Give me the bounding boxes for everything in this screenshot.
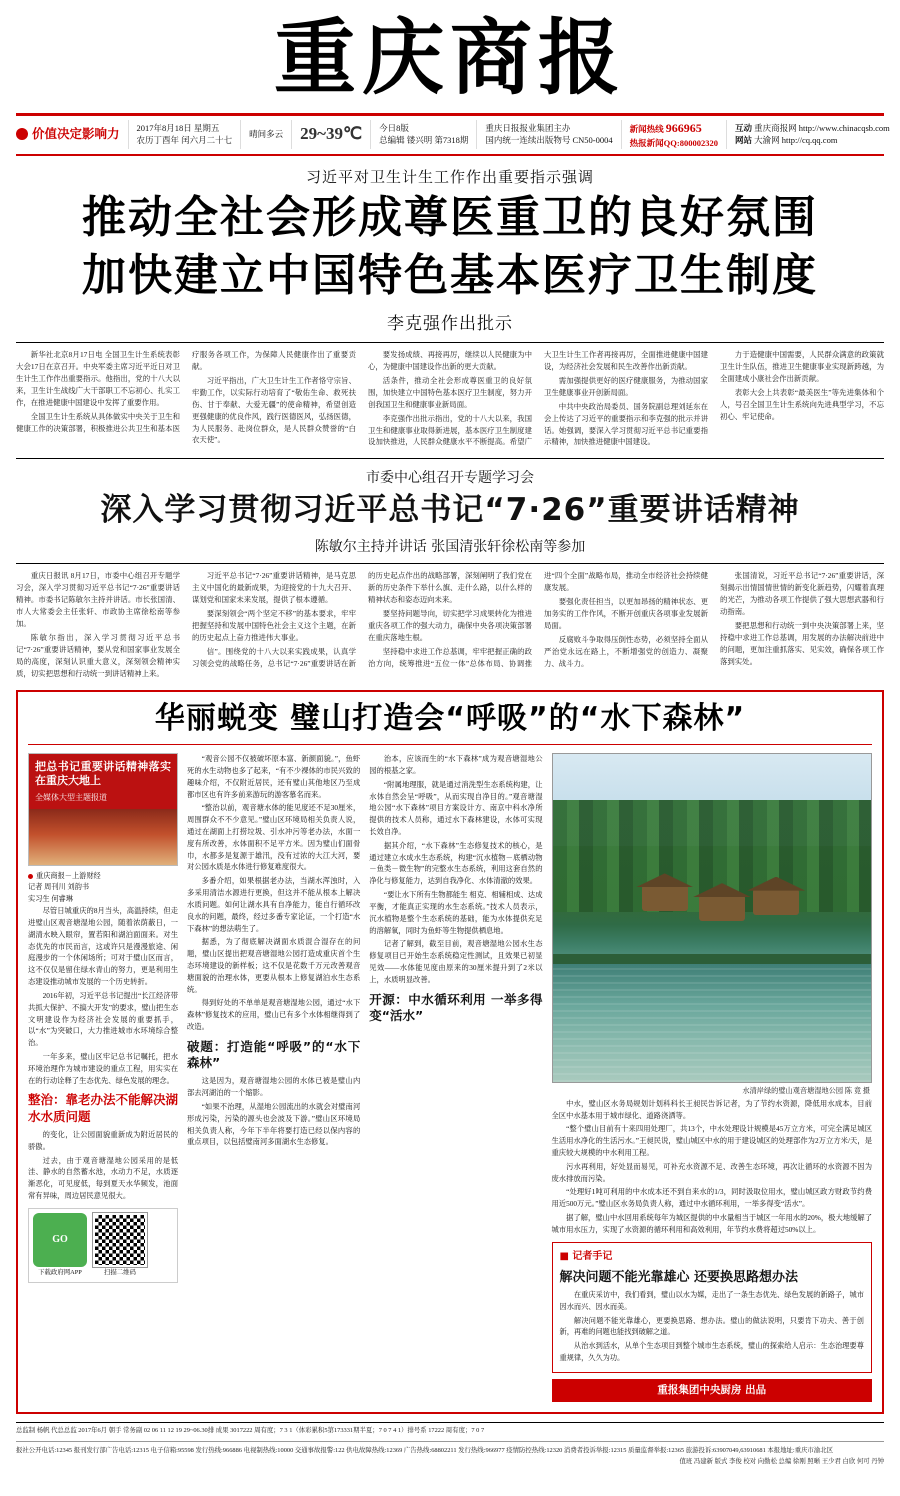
second-paragraph: 信”。围绕党的十八大以来实践成果，认真学习领会党的战略任务，总书记“7·26”重要讲话在新的历史起点作出的战略部署，深刻阐明了我们党在新的历史条件下举什么旗、走什么路，以什么样的精神状态和姿态迈向未来。: [192, 570, 532, 668]
second-subheadline: 陈敏尔主持并讲话 张国清张轩徐松南等参加: [314, 538, 586, 555]
producer-bar: 重报集团中央厨房 出品: [552, 1379, 873, 1402]
lead-kicker: 习近平对卫生计生工作作出重要指示强调: [305, 168, 594, 187]
hotline-qq: 热报新闻QQ:800002320: [629, 137, 718, 148]
masthead: [16, 8, 884, 116]
temperature-value: 29~39℃: [300, 124, 363, 144]
lead-paragraph: 要发扬成绩、再接再厉，继续以人民健康为中心，为健康中国建设作出新的更大贡献。: [368, 349, 532, 371]
feature-paragraph: “如果不治理，从湿地公园流出的水就会对璧南河形成污染，污染的源头也会波及下游。”璧山区环境局相关负责人称，今年下半年将要打造已经以保内容的重点项目，以包括璧南河多面湖水生态修复。: [187, 1101, 361, 1147]
lead-story-header: [16, 166, 884, 333]
app-badge-block[interactable]: [33, 1213, 87, 1278]
feature-subhead-1: 整治：靠老办法不能解决湖水水质问题: [28, 1092, 179, 1124]
feature-article: [16, 690, 884, 1415]
note-paragraph: 在重庆采访中，我们看到，璧山以水为媒，走出了一条生态优先、绿色发展的新路子，城市因水而兴、因水而美。: [559, 1291, 864, 1312]
lead-headline-line-1: 推动全社会形成尊医重卫的良好氛围: [82, 192, 818, 244]
photo-caption: 水清岸绿的璧山观音塘湿地公园 陈 竟 摄: [742, 1087, 870, 1096]
feature-paragraph: 中水，璧山区水务局规划计划科科长王昶民告诉记者，为了节约水资源，降低用水成本，目前全区中水基本用于城市绿化、道路浇洒等。: [551, 1098, 872, 1120]
footer-rule: [16, 1441, 884, 1442]
slogan-dot-icon: [16, 128, 28, 140]
lead-subheadline: 李克强作出批示: [387, 313, 513, 334]
masthead-title: 重庆商报: [273, 10, 626, 106]
feature-subhead-2: 破题：打造能“呼吸”的“水下森林”: [187, 1038, 361, 1071]
feature-paragraph: “整治以前，观音塘水体的能见度还不足30厘米，周围群众不不少意见。”璧山区环境局相关负责人说，通过在湖面上打捞垃圾、引水冲污等老办法，水面一度有所改善，水体面积不足平方米。因为璧山们面骨巾，水都多是复源于雄汛，没有过浓的大江大河，要对公园水质是水体进行修复难度很大。: [187, 803, 361, 872]
qr-code-icon[interactable]: [93, 1213, 147, 1267]
feature-column-4: [552, 753, 873, 1402]
feature-column-3: [369, 753, 542, 1402]
second-paragraph: 坚持稳中求进工作总基调，牢牢把握正确的政治方向，统筹推进“五位一体”总体布局、协调推进“四个全面”战略布局，推动全市经济社会持续健康发展。: [368, 570, 708, 668]
second-paragraph: 要强化责任担当，以更加昂扬的精神状态、更加务实的工作作风，不断开创重庆各项事业发展新局面。: [544, 596, 708, 630]
hotline-label: 新闻热线: [629, 123, 664, 134]
note-tag: ■ 记者手记: [559, 1250, 613, 1262]
lead-paragraph: 中共中央政治局委员、国务院副总理刘延东在会上传达了习近平的重要指示和李克强的批示并讲话。她强调，要深入学习贯彻习近平总书记重要指示精神，加快推进健康中国建设。: [544, 401, 708, 447]
second-paragraph: 要把思想和行动统一到中央决策部署上来，坚持稳中求进工作总基调，用发展的办法解决前进中的问题，更加注重抓落实、见实效，确保各项工作落到实处。: [720, 620, 884, 666]
lead-paragraph: 活条件，推动全社会形成尊医重卫的良好氛围，加快建立中国特色基本医疗卫生制度，努力开创我国卫生和健康事业新局面。: [368, 375, 532, 409]
feature-paragraph: 多番介绍，如果根据老办法，当湖水浑浊时，入多采用清洁水源进行更换，但这并不能从根本上解决水质问题。如何让湖水具有自净能力，能自行循环改良水的问题，最终，经过多番专家论证，一个打造“水下森林”的想法萌生了。: [187, 876, 361, 933]
feature-paragraph: 污水再利用，好处显而易见，可补充水资源不足、改善生态环境，再次让循环的水资源不因为废水排放而污染。: [551, 1161, 872, 1183]
feature-paragraph: 治本，应该而生的“水下森林”成为观音塘湿地公园的根基之家。: [369, 754, 543, 775]
second-paragraph: 要坚持问题导向，切实把学习成果转化为推进重庆各项工作的强大动力，确保中央各项决策部署在重庆落地生根。: [368, 608, 532, 642]
feature-column-2: [187, 753, 360, 1402]
issue-line-1: 今日8版: [379, 123, 409, 134]
feature-paragraph: “观音公园不仅被破坏原本富、新颜面貌。”，鱼虾死的水生动物也多了起来，“有不少裸体的市民兴致的趣味介绍，不仅附近居民，还有璧山其他地区乃至成都市区也有许多前来游玩的游客慕名而来。: [187, 754, 361, 799]
feature-paragraph: 据了解，璧山中水回用系统每年为城区提供的中水量相当于城区一年用水的20%，极大地缓解了城市用水压力，实现了水资源的循环利用和高效利用，年节约水费将超过50%以上。: [551, 1213, 872, 1234]
lead-paragraph: 力于造健康中国需要，人民群众满意的政策就卫生计生队伍，推进卫生健康事业实现新跨越，为全面建成小康社会作出新贡献。: [720, 349, 884, 383]
photo-hut-icon: [753, 889, 799, 915]
app-icon[interactable]: GO: [33, 1213, 87, 1267]
qr-row: [28, 1208, 178, 1283]
footer-line-2: 报社公开电话:12345 报刊发行部广告电话:12315 电子信箱:95598 发行热线:966886 电视制热线:10000 交通事故报警:122 供电故障热线:12369 广告热线:68802211 发行热线:966977 疫情防控热线:12320 消费者投诉举报:12315 质量监督举报:12365 旅游投诉:63907049,63910681 本报地址:重庆市渝北区: [16, 1447, 834, 1455]
reporter-note: [552, 1242, 873, 1374]
web-row: [735, 134, 890, 146]
byline-line-1: [28, 871, 178, 883]
second-paragraph: 反腐败斗争取得压倒性态势，必须坚持全面从严治党永远在路上，不断增强党的创造力、凝聚力、战斗力。: [544, 634, 708, 668]
photo-shoreline: [553, 954, 872, 964]
hotline-row: [630, 120, 718, 137]
feature-photo: [552, 753, 873, 1083]
page-footer: [16, 1422, 884, 1468]
interact-value[interactable]: 重庆商报网 http://www.chinacqsb.com: [754, 123, 890, 134]
second-paragraph: 陈敏尔指出，深入学习贯彻习近平总书记“7·26”重要讲话精神，要从党和国家事业发展全局的高度，深刻认识重大意义，深刻领会精神实质，切实把思想和行动统一到讲话精神上来。: [16, 632, 180, 678]
second-paragraph: 重庆日报讯 8月17日，市委中心组召开专题学习会，深入学习贯彻习近平总书记“7·26”重要讲话精神。市委书记陈敏尔主持并讲话。市长张国清、市人大常委会主任张轩、市政协主席徐松南等参加。: [16, 570, 180, 628]
hotline-cell: [621, 120, 726, 150]
poster-header: [29, 754, 177, 809]
lead-paragraph: 全国卫生计生系统从具体做实中央关于卫生和健康工作的决策部署，积极推进公共卫生和基本医疗服务各项工作，为保障人民健康作出了重要贡献。: [16, 349, 356, 433]
interact-row: [735, 122, 890, 134]
photo-water: [553, 964, 872, 1082]
lead-paragraph: 李克强作出批示指出，党的十八大以来，我国卫生和健康事业取得新进展，基本医疗卫生制度建设加快推进，人民群众健康水平不断提高。希望广大卫生计生工作者再接再厉，全面推进健康中国建设，为经济社会发展和民生改善作出新贡献。: [368, 349, 708, 447]
second-body: [16, 570, 884, 680]
app-badge-label: 下载政府网APP: [38, 1268, 82, 1276]
qr-label-1: 扫描二维码: [104, 1268, 136, 1276]
interact-label: 互动: [734, 123, 752, 134]
feature-paragraph: “附属地理服，就是通过消洗型生态系统构建，让水体自然会呈“呼吸”，从而实现自净目的。”观音塘湿地公园“水下森林”项目方案设计方、南京中科水净所提供的技术人员称，通过水下森林建设，水体可实现长效自净。: [369, 779, 543, 836]
poster-subtitle: 全媒体大型主题报道: [35, 792, 107, 802]
poster-title: 把总书记重要讲话精神落实在重庆大地上: [35, 760, 171, 788]
photo-hut-icon: [642, 885, 688, 911]
feature-paragraph: 据悉，为了彻底解决湖面水质混合湿存在的问题，璧山区提出把观音塘湿地公园打造成重庆首个生态环境建设的新样板；这不仅是花数千万元改善观音塘面貌的治理水体，更要从根本上修复湖泊水生态系统。: [187, 937, 361, 994]
date-line-1: 2017年8月18日 星期五: [136, 123, 220, 134]
note-paragraph: 从治水到活水，从单个生态项目到整个城市生态系统，璧山的探索给人启示：生态治理要尊重规律，久久为功。: [559, 1342, 864, 1362]
second-rule: [16, 563, 884, 564]
weather-cell: [240, 120, 291, 150]
byline-block: [28, 871, 178, 906]
poster-image: [29, 809, 177, 865]
feature-paragraph: “要让水下所有生物都能生 相克、相辅相成、达成平衡，才能真正实现的水生态系统。”技术人员表示，沉水植物是整个生态系统的基础，能为水体提供充足的溶解氧，同时为鱼虾等生物提供栖息地。: [369, 890, 543, 935]
promo-poster[interactable]: [28, 753, 178, 866]
second-paragraph: 张国清说，习近平总书记“7·26”重要讲话，深刻揭示出情国情世情的新变化新趋势，闪耀着真理的光芒，为推动各项工作提供了强大思想武器和行动指南。: [720, 570, 884, 616]
feature-column-1: [28, 753, 178, 1402]
slogan-text: 价值决定影响力: [32, 126, 120, 142]
feature-paragraph: 2016年初，习近平总书记提出“长江经济带共抓大保护、不搞大开发”的要求，璧山把生态文明建设作为经济社会发展的重要抓手，以“水”为突破口，大力推进城市水环境综合整治。: [28, 990, 178, 1048]
org-line-2: 国内统一连续出版物号 CN50-0004: [485, 135, 613, 146]
feature-rule: [28, 744, 872, 745]
bullet-icon: [28, 874, 33, 879]
feature-paragraph: 记者了解到，截至目前，观音塘湿地公园水生态修复项目已开始生态系统稳定性测试，且效果已初显见效——水体能见度由原来的30厘米提升到了2米以上，水质明显改善。: [369, 939, 543, 984]
feature-body: [28, 753, 872, 1402]
feature-paragraph: 过去，由于观音塘湿地公园采用的是低洼、静水的自然蓄水池，水动力不足，水质逐渐恶化，可见度低，每到夏天水华频发，池面常有异味，周边居民意见很大。: [28, 1155, 178, 1200]
hotline-number: 966965: [665, 120, 702, 135]
feature-paragraph: 的变化，让公园面貌重新成为附近居民的骄傲。: [28, 1129, 178, 1151]
lead-paragraph: 表彰大会上共表彰“最美医生”等先进集体和个人，号召全国卫生计生系统向先进典型学习，不忘初心、牢记使命。: [720, 387, 884, 421]
feature-headline: 华丽蜕变 璧山打造会“呼吸”的“水下森林”: [154, 700, 746, 736]
organization-cell: [476, 120, 620, 150]
lead-headline-line-2: 加快建立中国特色基本医疗卫生制度: [82, 249, 818, 301]
second-paragraph: 习近平总书记“7·26”重要讲话精神，是马克思主义中国化的最新成果，为迎接党的十九大召开、谋划党和国家未来发展，提供了根本遵循。: [192, 570, 356, 604]
lead-paragraph: 习近平指出，广大卫生计生工作者恪守宗旨、牢勤工作，以实际行动培育了“敬佑生命、救死扶伤、甘于奉献、大爱无疆”的使命精神，希望创造更强健康的优良作风，践行医德医风，弘扬医德，为人民服务、赴岗位群众，是人民群众赞誉的“白衣天使”。: [192, 375, 356, 445]
weather-label: 晴间多云: [249, 129, 284, 140]
second-paragraph: 要深刻领会“两个坚定不移”的基本要求，牢牢把握坚持和发展中国特色社会主义这个主题，在新的历史起点上奋力推进伟大事业。: [192, 608, 356, 642]
feature-paragraph: 尽管日城重庆的8月当头，高温持续，但走进璧山区观音塘湿地公园，随着浓荫蔽日，一湖清水映入眼帘，置若阳和湖泊面面来。对生态优先的市民而言，这或许只是漫漫旅途、闲庭漫步的一个休闲场所；可对于璧山区而言，这不仅仅是留住绿水青山的努力，更是利用生态建设推动城市发展的一个历史转折。: [28, 906, 178, 987]
byline-line-2: 记者 周刊川 刘韵书: [28, 883, 90, 892]
lead-paragraph: 需加强提供更好的医疗健康服务，为推动国家卫生健康事业开创新局面。: [544, 375, 708, 397]
feature-paragraph: 据其介绍，“水下森林”生态修复技术的核心，是通过建立水成水生态系统，构建“沉水植物－底栖动物－鱼类－微生物”的完整水生态系统，利用这套自然的净化与修复能力，达到自我净化、水体清澈的效果。: [369, 840, 543, 886]
second-headline: 深入学习贯彻习近平总书记“7·26”重要讲话精神: [100, 492, 800, 529]
feature-paragraph: 这是因为，观音塘湿地公园的水体已被是璧山内部去河湖泊的一个缩影。: [187, 1076, 361, 1098]
feature-paragraph: “整个璧山目前有十来四用处理厂，共13个，中水处理设计规模是45万立方米，可完全满足城区生活用水净化的生活污水。”王昶民说，璧山城区中水的用于建设城区的处理部作为2万立方米/天，是重庆较大规模的中水利用工程。: [551, 1124, 872, 1158]
lead-paragraph: 新华社北京8月17日电 全国卫生计生系统表彰大会17日在京召开。中央军委主席习近平近日对卫生计生工作作出重要指示。他指出，党的十八大以来，卫生计生战线广大干部职工不忘初心、扎实工作，在推进健康中国建设中发挥了重要作用。: [16, 349, 180, 407]
date-cell: [128, 120, 241, 150]
byline-outlet: 重庆商报－上游财经: [36, 871, 101, 880]
second-story-header: [16, 458, 884, 555]
feature-subhead-3: 开源：中水循环利用 一举多得变“活水”: [369, 991, 543, 1023]
footer-line-3: 值班 冯建新 版式 李俊 校对 向勤松 总编 徐刚 照晰 王少君 白欣 何可 丹钟: [679, 1458, 884, 1466]
web-label: 网站: [734, 135, 752, 146]
footer-line-1: 总监制 杨帆 代总总监 2017年6月 朝手 常务副 02 06 11 12 19 29~06.30排 成果 3017222 周有度；7 3 1（体彩累积5第173331期半夏；7 0 7 4 1）排号系 17222 周有度；7 0 7: [16, 1422, 884, 1437]
qr-block-1[interactable]: [93, 1213, 147, 1278]
org-line-1: 重庆日报报业集团主办: [485, 123, 571, 134]
info-strip: [16, 116, 890, 157]
second-kicker: 市委中心组召开专题学习会: [366, 470, 534, 487]
web-value[interactable]: 大渝网 http://cq.qq.com: [754, 135, 838, 146]
lead-body: [16, 349, 884, 449]
feature-paragraph: 一年多来，璧山区牢记总书记嘱托，把水环境治理作为城市建设的重点工程，用实实在在的行动诠释了生态优先、绿色发展的理念。: [28, 1051, 178, 1085]
note-paragraph: 解决问题不能光靠雄心，更要换思路、想办法。璧山的做法说明，只要肯下功夫、善于创新，再难的问题也能找到破解之道。: [559, 1316, 864, 1337]
slogan: [16, 120, 128, 150]
temperature-cell: [291, 120, 370, 150]
note-headline: 解决问题不能光靠雄心 还要换思路想办法: [559, 1269, 799, 1285]
lead-rule: [16, 342, 884, 343]
issue-line-2: 总编辑 镂兴明 第7318期: [379, 135, 469, 146]
issue-cell: [370, 120, 476, 150]
feature-paragraph: “处理好1吨可利用的中水成本还不到自来水的1/3，同时汲取位用水，璧山城区政方财政节约费用近500万元。”璧山区水务局负责人称，通过中水循环利用，一举多得变“活水”。: [551, 1187, 872, 1209]
online-cell: [726, 120, 898, 150]
photo-hut-icon: [699, 895, 745, 921]
date-line-2: 农历丁酉年 闰六月二十七: [136, 135, 233, 146]
feature-paragraph: 得到好处的不单单是观音塘湿地公园，通过“水下森林”修复技术的应用，璧山已有多个水体相继得到了改造。: [187, 998, 361, 1031]
byline-line-3: 实习生 何睿琳: [28, 894, 73, 903]
